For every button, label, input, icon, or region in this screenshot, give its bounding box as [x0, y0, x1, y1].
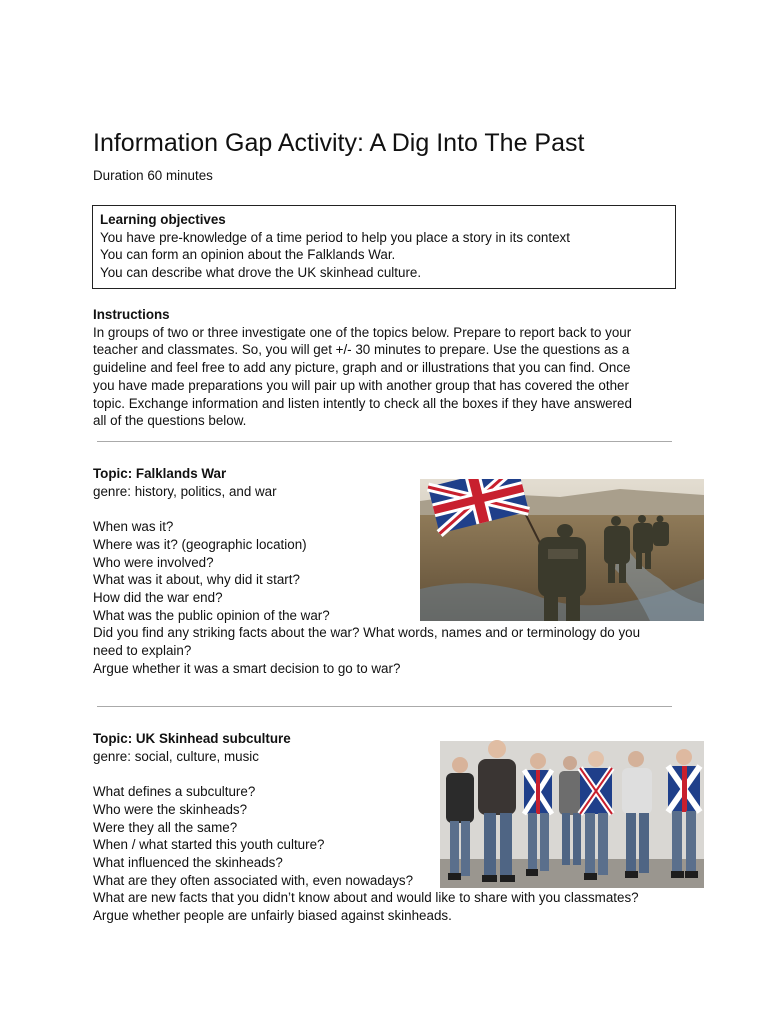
question-item: Who were involved?: [93, 554, 214, 570]
question-item: When was it?: [93, 519, 174, 535]
instructions-line: In groups of two or three investigate one of the topics below. Prepare to report back to your: [93, 324, 632, 340]
question-item: What are they often associated with, even nowadays?: [93, 872, 414, 888]
instructions-line: topic. Exchange information and listen intently to check all the boxes if they have answered: [93, 395, 632, 411]
section-divider: [97, 441, 672, 442]
question-item: What influenced the skinheads?: [93, 854, 283, 870]
question-item: Argue whether people are unfairly biased against skinheads.: [93, 908, 452, 924]
question-item: What was the public opinion of the war?: [93, 607, 330, 623]
topic-genre: genre: social, culture, music: [93, 748, 259, 764]
objectives-heading: Learning objectives: [100, 212, 226, 227]
question-item: How did the war end?: [93, 589, 223, 605]
question-item: Where was it? (geographic location): [93, 536, 307, 552]
topic-falklands-heading: Topic: Falklands War: [93, 466, 227, 481]
instructions-section: [93, 306, 632, 430]
question-item: Were they all the same?: [93, 819, 238, 835]
question-item: Argue whether it was a smart decision to go to war?: [93, 660, 401, 676]
question-item: When / what started this youth culture?: [93, 837, 325, 853]
objective-item: You can form an opinion about the Falklands War.: [100, 247, 396, 263]
section-divider: [97, 706, 672, 707]
instructions-line: you have made preparations you will pair up with another group that has covered the other: [93, 377, 629, 393]
skinhead-crowd-photo: [440, 719, 704, 888]
instructions-line: teacher and classmates. So, you will get +/- 30 minutes to prepare. Use the questions as a: [93, 342, 630, 358]
question-item: What are new facts that you didn’t know about and would like to share with you classmates?: [93, 890, 639, 906]
question-item: What was it about, why did it start?: [93, 572, 300, 588]
learning-objectives-box: [92, 205, 676, 289]
objective-item: You can describe what drove the UK skinhead culture.: [100, 265, 422, 281]
instructions-heading: Instructions: [93, 307, 170, 322]
instructions-line: guideline and feel free to add any picture, graph and or illustrations that you can find. Once: [93, 360, 631, 376]
question-item: need to explain?: [93, 643, 192, 659]
topic-genre: genre: history, politics, and war: [93, 483, 277, 499]
question-item: What defines a subculture?: [93, 784, 256, 800]
instructions-line: all of the questions below.: [93, 413, 247, 429]
page-title: Information Gap Activity: A Dig Into The Past: [93, 129, 585, 157]
falklands-war-photo: [420, 479, 704, 621]
objective-item: You have pre-knowledge of a time period to help you place a story in its context: [100, 229, 570, 245]
duration-text: Duration 60 minutes: [93, 168, 213, 183]
topic-skinhead-heading: Topic: UK Skinhead subculture: [93, 731, 291, 746]
question-item: Did you find any striking facts about the war? What words, names and or terminology do you: [93, 625, 641, 641]
question-item: Who were the skinheads?: [93, 801, 248, 817]
